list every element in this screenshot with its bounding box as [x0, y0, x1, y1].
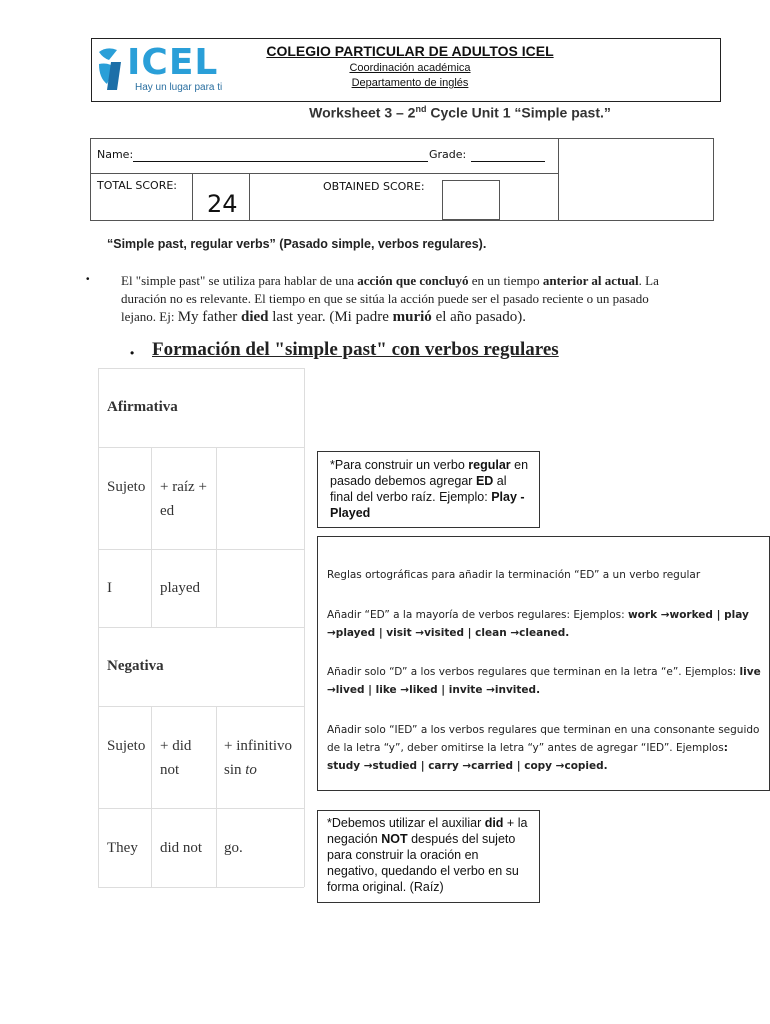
table-cell: Sujeto [107, 479, 146, 495]
total-score-label: TOTAL SCORE: [97, 179, 178, 192]
school-title: COLEGIO PARTICULAR DE ADULTOS ICEL [266, 43, 554, 59]
table-cell-text: sin [224, 762, 246, 778]
grade-field[interactable] [471, 161, 545, 162]
lesson-subtitle: “Simple past, regular verbs” (Pasado simple, verbos regulares). [107, 237, 487, 251]
worksheet-title [0, 104, 770, 121]
regular-verb-note [317, 451, 540, 528]
negative-note [317, 810, 540, 903]
note-example: Play - Played [330, 490, 525, 520]
name-field[interactable] [133, 161, 428, 162]
rule-3 [327, 721, 762, 789]
note-text: en pasado debemos agregar [330, 458, 529, 488]
icel-logo [95, 44, 235, 98]
affirmative-heading: Afirmativa [107, 399, 178, 415]
table-cell: + did [160, 738, 192, 754]
intro-text: El "simple past" se utiliza para hablar de una [121, 273, 358, 288]
formation-heading: Formación del "simple past" con verbos regulares [152, 339, 559, 360]
intro-text: en un tiempo [468, 273, 543, 288]
note-text: + la negación [327, 816, 528, 846]
table-line [98, 627, 304, 628]
coordination-subtitle: Coordinación académica [349, 62, 471, 74]
table-line [98, 808, 304, 809]
table-cell: I [107, 580, 112, 596]
divider [90, 173, 558, 174]
table-cell: played [160, 580, 200, 596]
logo-text: ICEL [127, 42, 219, 83]
table-line [216, 447, 217, 627]
total-score-value: 24 [207, 190, 238, 218]
table-line [98, 706, 304, 707]
bullet: • [86, 274, 90, 285]
note-text: después del sujeto para construir la oración en negativo, quedando el verbo en su forma original. (Raíz) [327, 832, 519, 894]
note-text: al final del verbo raíz. Ejemplo: [330, 474, 507, 504]
table-cell: They [107, 840, 138, 856]
rules-heading: Reglas ortográficas para añadir la terminación “ED” a un verbo regular [327, 569, 701, 581]
rule-text: Añadir “ED” a la mayoría de verbos regulares: Ejemplos: [327, 609, 628, 621]
example-text: My father [177, 309, 241, 325]
example-text: last year. (Mi padre [268, 309, 393, 325]
table-line [98, 368, 304, 369]
rule-examples: : study →studied | carry →carried | copy →copied. [327, 742, 728, 772]
negative-heading: Negativa [107, 658, 164, 674]
table-cell [224, 758, 257, 782]
rule-text: Añadir solo “IED” a los verbos regulares que terminan en una consonante seguido de la letra “y”, deber omitirse la letra “y” antes de agregar “IED”. Ejemplos [327, 724, 760, 754]
rule-examples: work →worked | play →played | visit →visited | clean →cleaned. [327, 609, 749, 639]
note-bold: ED [475, 474, 494, 488]
table-cell: Sujeto [107, 738, 146, 754]
table-cell: did not [160, 840, 203, 856]
divider [192, 173, 193, 221]
table-cell: + raíz + [160, 479, 207, 495]
table-cell: ed [160, 503, 175, 519]
table-line [216, 706, 217, 887]
example-bold: died [241, 309, 269, 325]
table-line [98, 368, 99, 887]
table-line [151, 706, 152, 887]
table-line [98, 549, 304, 550]
rule-1 [327, 606, 762, 642]
example-text: el año pasado). [431, 309, 526, 325]
obtained-score-label: OBTAINED SCORE: [323, 180, 425, 193]
intro-text: . La duración no es relevante. El tiempo en que se sitúa la acción puede ser el pasado reciente o un pasado lejano. Ej: [121, 273, 659, 324]
worksheet-title-a: Worksheet 3 – 2 [309, 104, 416, 121]
worksheet-title-b: Cycle Unit 1 “Simple past.” [426, 104, 611, 121]
table-line [98, 887, 304, 888]
name-label: Name: [97, 148, 134, 161]
note-bold: NOT [381, 832, 408, 846]
department-subtitle: Departamento de inglés [351, 77, 469, 89]
table-cell: not [160, 762, 180, 778]
intro-paragraph [121, 272, 661, 326]
table-line [304, 368, 305, 887]
intro-bold: acción que concluyó [357, 273, 469, 288]
table-line [98, 447, 304, 448]
note-text: *Para construir un verbo [330, 458, 469, 472]
table-cell-italic: to [245, 762, 257, 778]
table-line [151, 447, 152, 627]
grade-label: Grade: [429, 148, 467, 161]
divider [249, 173, 250, 221]
note-text: *Debemos utilizar el auxiliar [327, 816, 485, 830]
table-cell: go. [224, 840, 243, 856]
example-bold: murió [392, 309, 432, 325]
obtained-score-field[interactable] [442, 180, 500, 220]
bullet: • [130, 346, 135, 360]
worksheet-title-sup: nd [415, 104, 427, 114]
intro-bold: anterior al actual [542, 273, 639, 288]
divider [558, 138, 559, 221]
table-cell: + infinitivo [224, 738, 293, 754]
logo-tagline: Hay un lugar para ti [135, 82, 223, 93]
note-bold: did [484, 816, 504, 830]
rule-text: Añadir solo “D” a los verbos regulares que terminan en la letra “e”. Ejemplos: [327, 666, 740, 678]
spelling-rules-box [317, 536, 770, 791]
rule-examples: live →lived | like →liked | invite →invited. [327, 666, 761, 696]
rule-2 [327, 663, 762, 699]
note-bold: regular [468, 458, 511, 472]
